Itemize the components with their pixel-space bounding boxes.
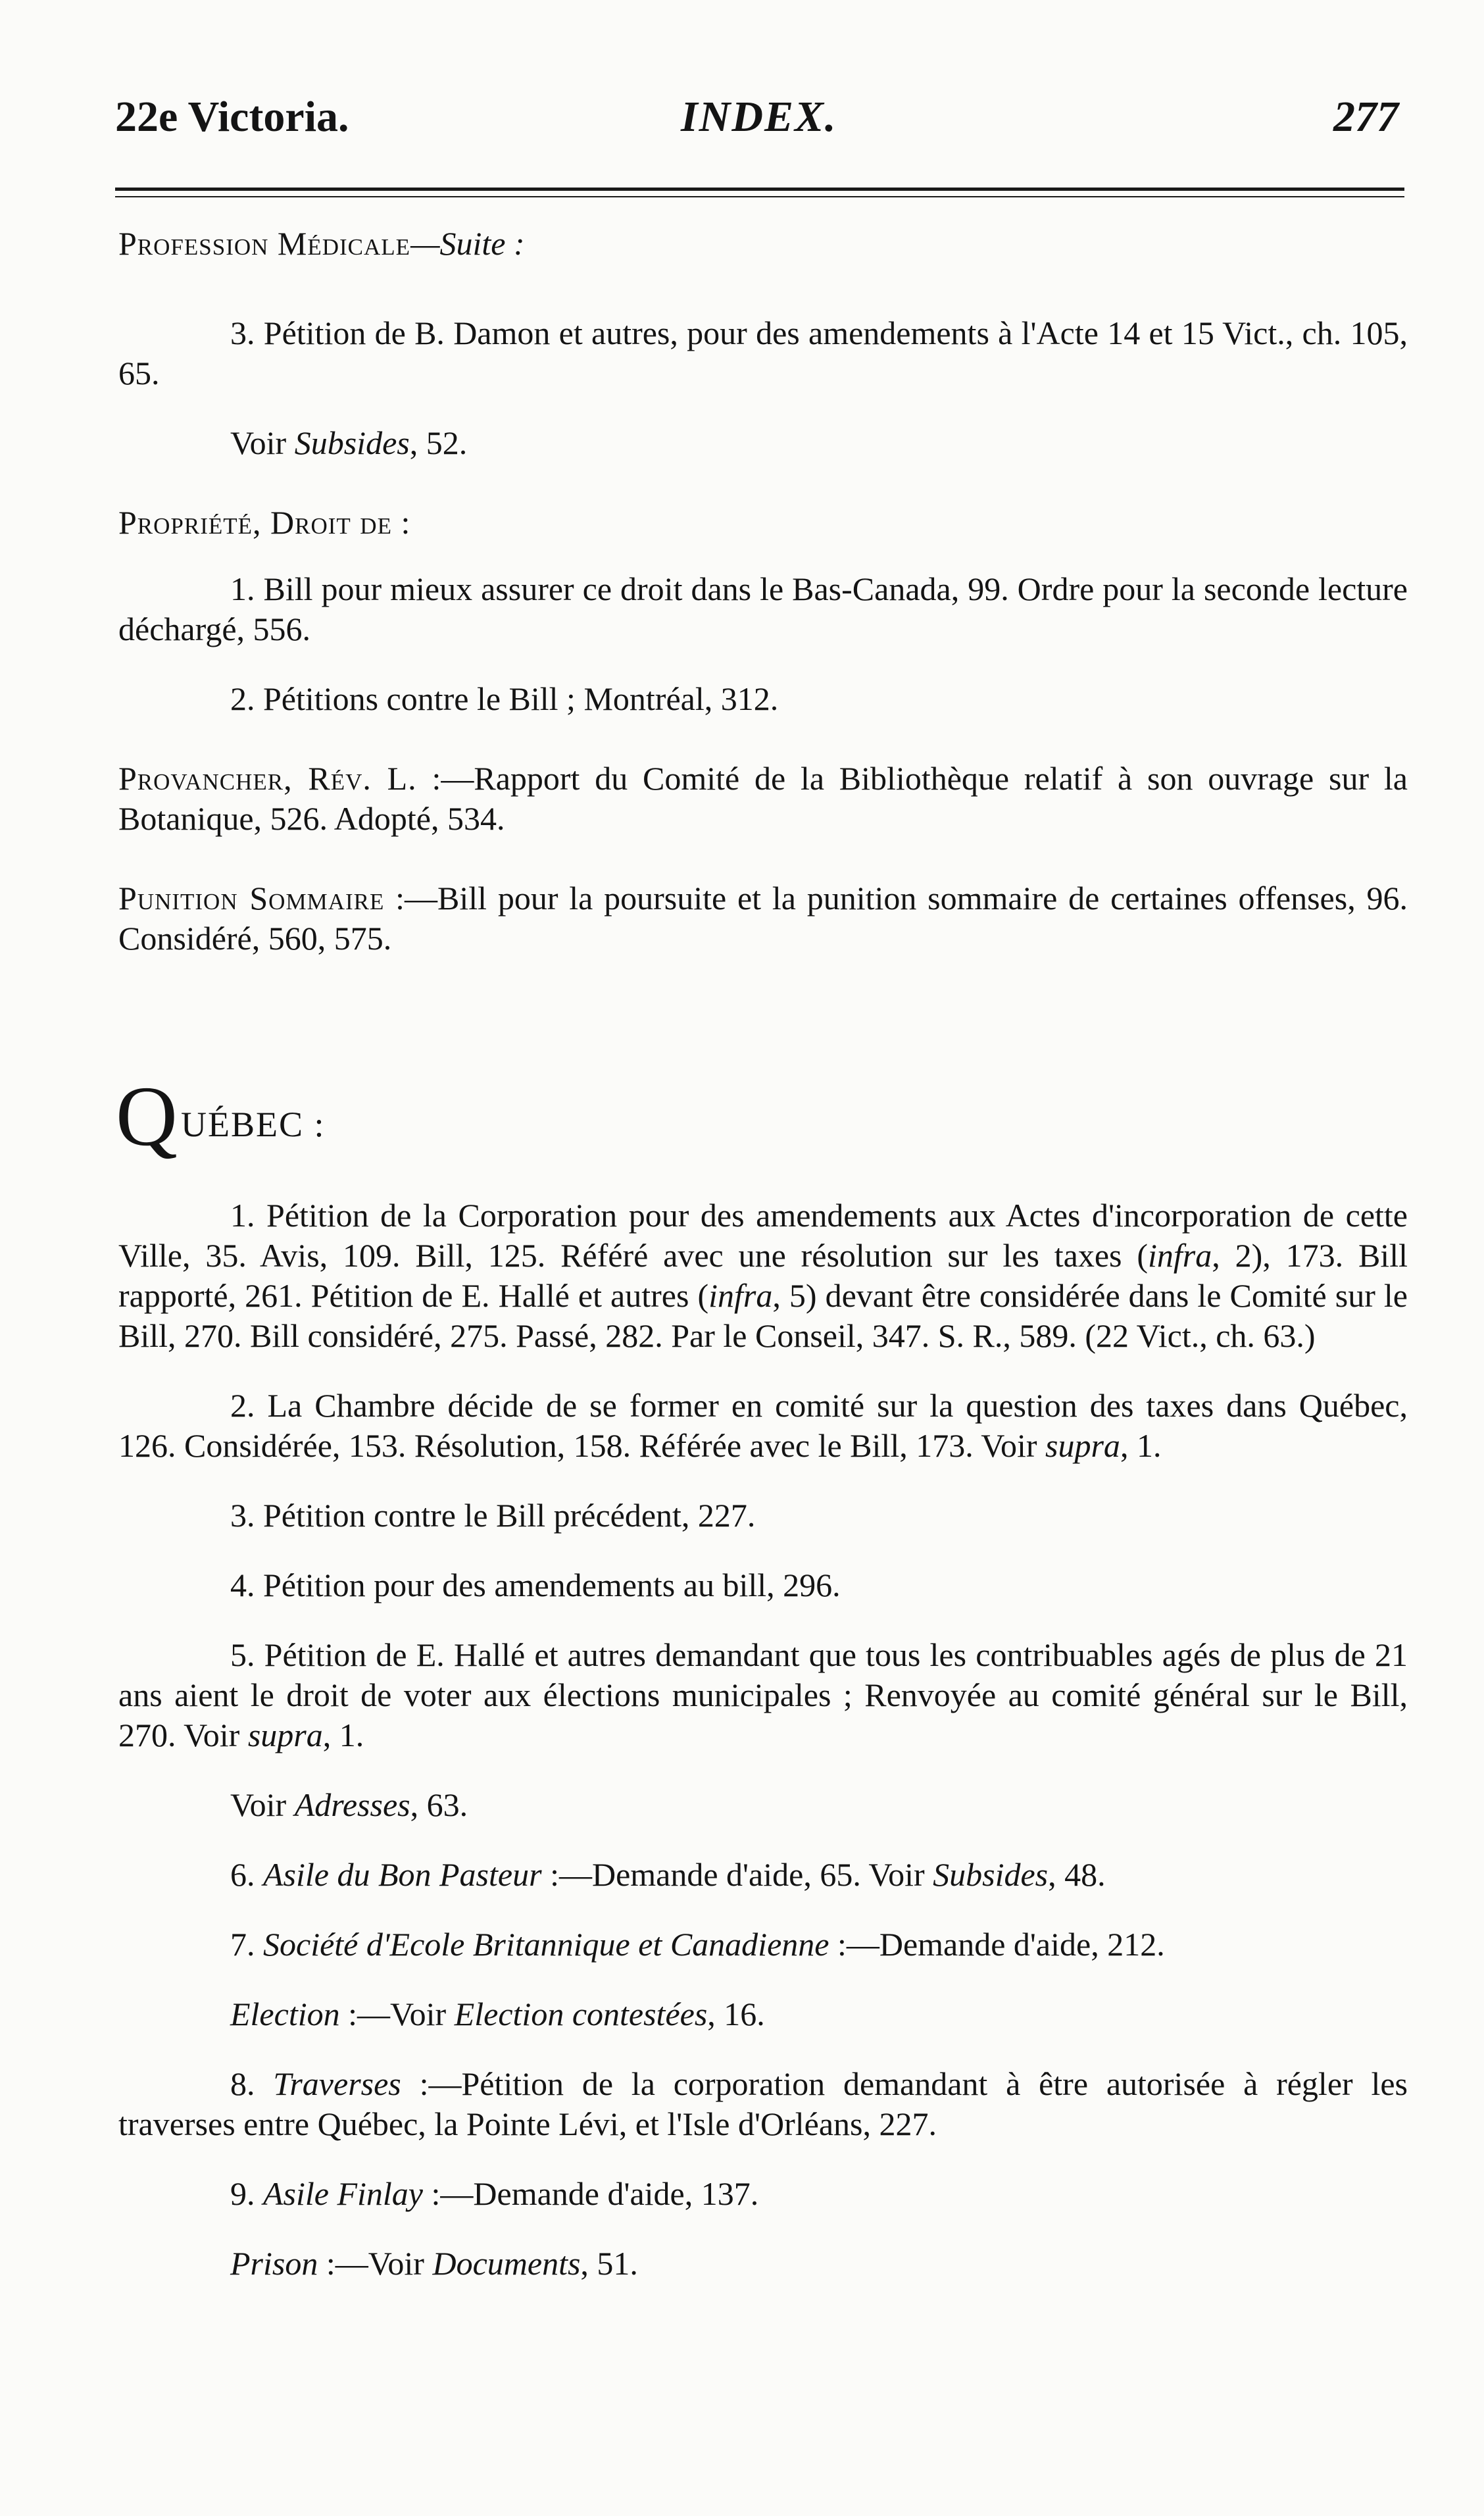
heading-main: Propriété, Droit de : [118, 504, 411, 541]
index-entry-provancher [118, 759, 1408, 839]
entry-title: Société d'Ecole Britannique et Canadienne [263, 1926, 829, 1963]
entry-text: :—Demande d'aide, 137. [423, 2175, 759, 2212]
subentry: 3. Pétition contre le Bill précédent, 227. [230, 1497, 756, 1534]
entry-number: 8. [230, 2065, 274, 2102]
subentry [118, 1635, 1408, 1755]
entry-lead: Punition Sommaire [118, 880, 385, 917]
entry-text: :—Rapport du Comité de la Bibliothèque relatif à son ouvrage sur la Botanique, 526. Adopté, 534. [118, 760, 1408, 837]
see-reference [230, 1994, 1408, 2034]
entry-italic: infra [708, 1277, 773, 1314]
see-target: Subsides [294, 424, 410, 461]
entry-number: 7. [230, 1926, 263, 1963]
entry-text: , 5) devant être considérée dans le Comité sur le Bill, 270. Bill considéré, 275. Passé, 282. Par le Conseil, 347. S. R., 589. (22 Vict., ch. 63.) [118, 1277, 1408, 1354]
see-prefix: :—Voir [318, 2245, 433, 2282]
see-reference [230, 2244, 1408, 2284]
see-target: Documents [432, 2245, 581, 2282]
see-page: , 16. [707, 1996, 765, 2032]
entry-italic: infra [1148, 1237, 1212, 1274]
subentry [118, 1855, 1408, 1895]
entry-heading [118, 503, 1408, 543]
entry-title: Asile du Bon Pasteur [263, 1856, 542, 1893]
subentry [118, 1195, 1408, 1356]
see-page: , 52. [409, 424, 468, 461]
entry-paragraph [118, 878, 1408, 959]
see-target: Adresses [294, 1786, 410, 1823]
entry-paragraph [118, 759, 1408, 839]
subentry: 2. Pétitions contre le Bill ; Montréal, 312. [230, 680, 779, 717]
subentry: 4. Pétition pour des amendements au bill, 296. [230, 1567, 841, 1603]
subentry [118, 2174, 1408, 2214]
see-target: Subsides [933, 1856, 1049, 1893]
entry-heading [118, 224, 1408, 264]
running-head [115, 79, 1398, 151]
section-heading-quebec [116, 1069, 1408, 1164]
header-rule-thick [115, 188, 1404, 191]
entry-text: 5. Pétition de E. Hallé et autres demandant que tous les contribuables agés de plus de 21 ans aient le droit de voter aux élections municipales ; Renvoyée au comité général sur le Bill, 270. Voir [118, 1636, 1408, 1753]
section-heading-rest: UÉBEC : [181, 1105, 326, 1144]
heading-suffix: —Suite : [410, 225, 525, 262]
entry-text: , 1. [322, 1717, 364, 1753]
see-prefix: Voir [230, 1786, 295, 1823]
entry-number: 9. [230, 2175, 263, 2212]
entry-number: 6. [230, 1856, 263, 1893]
entry-text: :—Demande d'aide, 65. Voir [541, 1856, 933, 1893]
index-entry-punition [118, 878, 1408, 959]
subentry [118, 1925, 1408, 1965]
see-page: , 51. [580, 2245, 638, 2282]
see-prefix: Voir [230, 424, 295, 461]
entry-text: :—Demande d'aide, 212. [829, 1926, 1165, 1963]
running-head-title: INDEX. [681, 93, 837, 141]
entry-lead: Provancher, Rév. L. [118, 760, 417, 797]
subentry: 3. Pétition de B. Damon et autres, pour des amendements à l'Acte 14 et 15 Vict., ch. 105, 65. [118, 314, 1408, 391]
subentry [118, 2064, 1408, 2144]
entry-text: 1. Pétition de la Corporation pour des amendements aux Actes d'incorporation de cette Ville, 35. Avis, 109. Bill, 125. Référé avec une résolution sur les taxes ( [118, 1197, 1408, 1274]
see-page: , 63. [410, 1786, 468, 1823]
see-reference [230, 1785, 1408, 1825]
running-head-left: 22e Victoria. [115, 93, 349, 141]
entry-text: :—Bill pour la poursuite et la punition sommaire de certaines offenses, 96. Considéré, 560, 575. [118, 880, 1408, 957]
index-entry-propriete [118, 503, 1408, 719]
subentry: 1. Bill pour mieux assurer ce droit dans le Bas-Canada, 99. Ordre pour la seconde lecture déchargé, 556. [118, 570, 1408, 647]
heading-main: Profession Médicale [118, 225, 411, 262]
entry-title: Prison [230, 2245, 318, 2282]
entry-title: Election [230, 1996, 340, 2032]
index-body [118, 224, 1408, 2313]
entry-text: :—Pétition de la corporation demandant à être autorisée à régler les traverses entre Québec, la Pointe Lévi, et l'Isle d'Orléans, 227. [118, 2065, 1408, 2142]
entry-italic: supra [247, 1717, 323, 1753]
see-reference [230, 423, 1408, 463]
entry-text: 2. La Chambre décide de se former en comité sur la question des taxes dans Québec, 126. Considérée, 153. Résolution, 158. Référée avec le Bill, 173. Voir [118, 1387, 1408, 1464]
see-prefix: :—Voir [339, 1996, 455, 2032]
header-rule-thin [115, 196, 1404, 197]
entry-text: , 2), 173. Bill rapporté, 261. Pétition de E. Hallé et autres ( [118, 1237, 1408, 1314]
see-target: Election contestées [454, 1996, 708, 2032]
subentry [118, 1386, 1408, 1466]
page-number: 277 [1333, 93, 1398, 141]
drop-cap: Q [116, 1069, 178, 1164]
entry-italic: supra [1045, 1427, 1120, 1464]
entry-title: Asile Finlay [263, 2175, 423, 2212]
index-entry-profession-medicale [118, 224, 1408, 463]
entry-text: , 1. [1120, 1427, 1162, 1464]
entry-title: Traverses [273, 2065, 401, 2102]
entry-text: , 48. [1048, 1856, 1106, 1893]
